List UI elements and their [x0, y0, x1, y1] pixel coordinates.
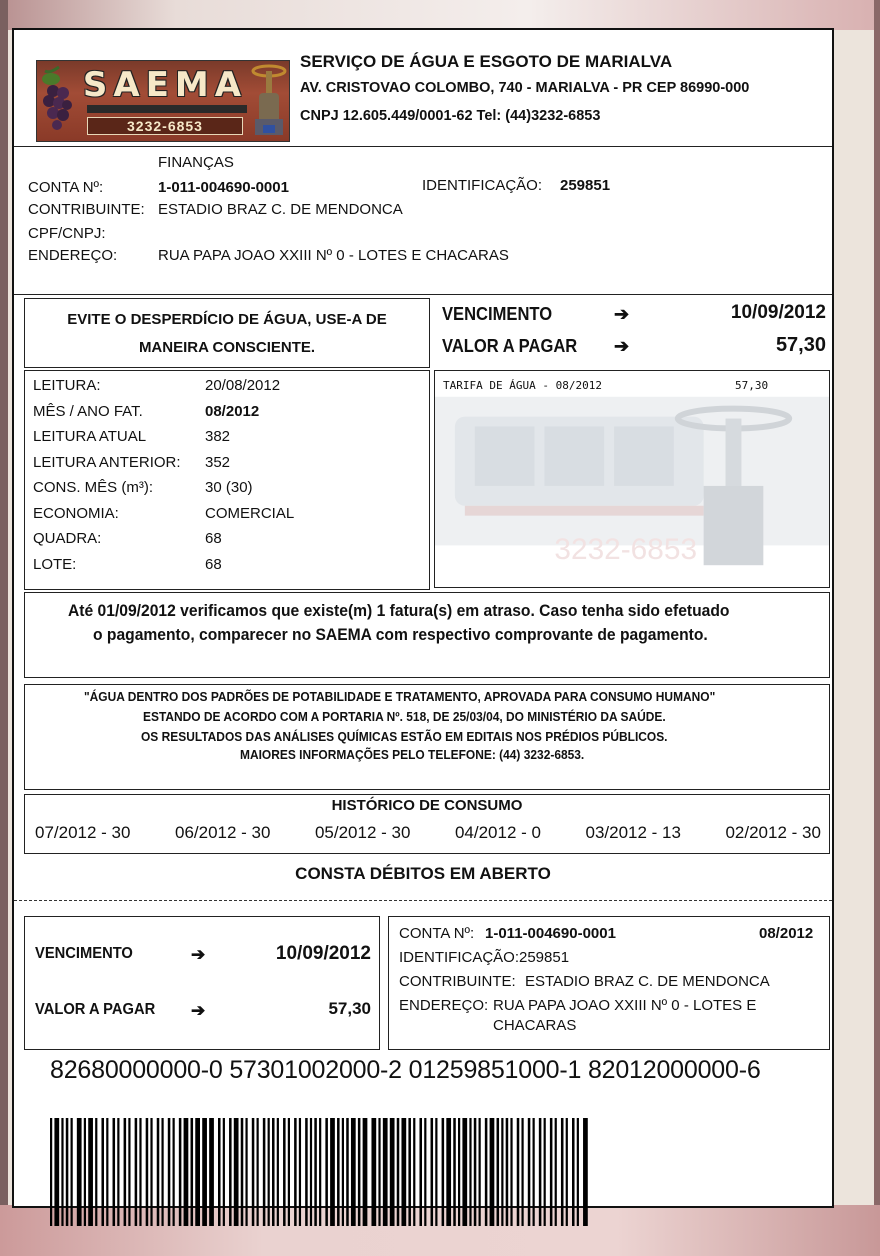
barcode-bar [577, 1118, 579, 1226]
notice-line-1: EVITE O DESPERDÍCIO DE ÁGUA, USE-A DE [67, 311, 387, 328]
barcode-bar [474, 1118, 477, 1226]
reading-label: LEITURA ANTERIOR: [33, 453, 181, 471]
barcode-bar [383, 1118, 388, 1226]
identificacao-value: 259851 [560, 177, 611, 194]
barcode-bar [521, 1118, 523, 1226]
barcode-bar [469, 1118, 471, 1226]
conta-number: 1-011-004690-0001 [158, 179, 289, 196]
barcode-bar [84, 1118, 86, 1226]
barcode-bar [555, 1118, 557, 1226]
barcode-bar [435, 1118, 437, 1226]
reading-value: 382 [205, 428, 231, 445]
overdue-line-1: Até 01/09/2012 verificamos que existe(m) 1 fatura(s) em atraso. Caso tenha sido efetuado [67, 601, 729, 620]
barcode-bar [252, 1118, 255, 1226]
stub-vencimento-label: VENCIMENTO [35, 945, 133, 962]
history-list [35, 823, 821, 843]
barcode-bar [139, 1118, 141, 1226]
reading-label: LEITURA ATUAL [33, 428, 147, 445]
barcode-bar [245, 1118, 247, 1226]
reading-label: ECONOMIA: [33, 504, 119, 522]
barcode-bar [346, 1118, 349, 1226]
barcode-bar [283, 1118, 286, 1226]
barcode-bar [229, 1118, 232, 1226]
barcode-bar [342, 1118, 344, 1226]
divider [14, 294, 832, 295]
barcode-bar [124, 1118, 127, 1226]
saema-logo [36, 60, 290, 142]
barcode-bar [277, 1118, 279, 1226]
conta-label: CONTA Nº: [28, 179, 104, 196]
barcode-bar [533, 1118, 535, 1226]
divider [14, 146, 832, 147]
section-label: FINANÇAS [158, 154, 234, 171]
grapes-icon [39, 65, 79, 137]
reading-value: 20/08/2012 [205, 377, 281, 394]
stub-endereco-value: RUA PAPA JOAO XXIII Nº 0 - LOTES E [493, 997, 757, 1014]
cpf-label: CPF/CNPJ: [28, 225, 106, 242]
barcode-bar [550, 1118, 553, 1226]
barcode-bar [272, 1118, 275, 1226]
barcode-bar [528, 1118, 531, 1226]
barcode-bar [431, 1118, 434, 1226]
cut-line [14, 900, 832, 901]
barcode-bar [195, 1118, 200, 1226]
barcode-bar [510, 1118, 512, 1226]
stub-contribuinte-label: CONTRIBUINTE: [399, 973, 516, 990]
logo-wordmark: SAEMA [82, 65, 248, 105]
valve-icon [251, 63, 287, 139]
notice-box [24, 298, 430, 368]
reading-label: MÊS / ANO FAT. [33, 402, 143, 420]
barcode-bar [458, 1118, 460, 1226]
arrow-right-icon: ➔ [614, 304, 630, 324]
barcode-bar [305, 1118, 308, 1226]
barcode-bar [506, 1118, 509, 1226]
history-item: 04/2012 - 0 [454, 823, 541, 842]
reading-value: 08/2012 [205, 402, 260, 420]
barcode-bar [77, 1118, 82, 1226]
barcode-bar [241, 1118, 244, 1226]
stub-reference: 08/2012 [759, 925, 814, 942]
reading-value: 68 [205, 555, 222, 573]
barcode-bar [157, 1118, 160, 1226]
barcode-bar [485, 1118, 488, 1226]
quality-box [24, 684, 830, 790]
barcode-bar [446, 1118, 451, 1226]
barcode-bar [363, 1118, 368, 1226]
stub-conta-label: CONTA Nº: [399, 925, 475, 942]
barcode-bar [371, 1118, 376, 1226]
history-title: HISTÓRICO DE CONSUMO [331, 797, 523, 814]
history-item: 02/2012 - 30 [725, 823, 821, 842]
history-item: 06/2012 - 30 [174, 823, 271, 842]
quality-line-1: "ÁGUA DENTRO DOS PADRÕES DE POTABILIDADE E TRATAMENTO, APROVADA PARA CONSUMO HUMANO" [83, 689, 716, 704]
quality-line-2: ESTANDO DE ACORDO COM A PORTARIA Nº. 518, DE 25/03/04, DO MINISTÉRIO DA SAÚDE. [142, 709, 666, 724]
barcode-bar [378, 1118, 380, 1226]
history-item: 03/2012 - 13 [585, 823, 681, 842]
barcode-bar [146, 1118, 149, 1226]
barcode-digits: 82680000000-0 57301002000-2 01259851000-1 82012000000-6 [50, 1056, 761, 1084]
barcode-bar [351, 1118, 356, 1226]
contribuinte-value: ESTADIO BRAZ C. DE MENDONCA [158, 201, 403, 218]
barcode-bar [442, 1118, 445, 1226]
barcode-bar [453, 1118, 456, 1226]
arrow-right-icon: ➔ [191, 945, 206, 964]
company-cnpj-phone: CNPJ 12.605.449/0001-62 Tel: (44)3232-6853 [300, 108, 601, 124]
scan-border-right [874, 0, 880, 1256]
barcode-bar [234, 1118, 239, 1226]
vencimento-date: 10/09/2012 [730, 302, 826, 323]
reading-value: COMERCIAL [205, 504, 295, 522]
debts-title: CONSTA DÉBITOS EM ABERTO [295, 864, 551, 883]
barcode-bar [401, 1118, 406, 1226]
stub-endereco-value-2: CHACARAS [493, 1017, 577, 1034]
quality-line-4: MAIORES INFORMAÇÕES PELO TELEFONE: (44) 3232-6853. [239, 747, 585, 762]
stub-contribuinte-value: ESTADIO BRAZ C. DE MENDONCA [525, 973, 770, 990]
watermark-image [435, 371, 829, 587]
arrow-right-icon: ➔ [614, 336, 630, 356]
barcode-bar [419, 1118, 422, 1226]
barcode-bar [310, 1118, 312, 1226]
barcode-bar [150, 1118, 152, 1226]
barcode-bar [71, 1118, 73, 1226]
barcode-bar [223, 1118, 225, 1226]
stub-valor-amount: 57,30 [328, 999, 371, 1018]
reading-label: CONS. MÊS (m³): [33, 479, 153, 496]
stub-account-box [388, 916, 830, 1050]
barcode-bar [106, 1118, 108, 1226]
scan-border-left [0, 0, 8, 1256]
identificacao-label: IDENTIFICAÇÃO: [422, 177, 543, 194]
endereco-label: ENDEREÇO: [28, 247, 118, 264]
stub-valor-label: VALOR A PAGAR [35, 1001, 156, 1018]
barcode-bar [539, 1118, 542, 1226]
valor-amount: 57,30 [775, 334, 826, 356]
barcode-bar [101, 1118, 104, 1226]
barcode-bar [202, 1118, 207, 1226]
reading-value: 68 [205, 530, 222, 547]
stub-conta-number: 1-011-004690-0001 [485, 925, 616, 942]
barcode-bar [358, 1118, 361, 1226]
barcode-bar [184, 1118, 189, 1226]
barcode-bar [66, 1118, 69, 1226]
water-bill [12, 28, 834, 1208]
barcode-bar [191, 1118, 194, 1226]
barcode-bar [128, 1118, 130, 1226]
barcode-bar [135, 1118, 138, 1226]
barcode-bar [179, 1118, 182, 1226]
stub-vencimento-date: 10/09/2012 [275, 943, 371, 964]
overdue-box [24, 592, 830, 678]
arrow-right-icon: ➔ [191, 1001, 206, 1020]
barcode-bar [288, 1118, 290, 1226]
barcode-bar [462, 1118, 467, 1226]
barcode-bar [263, 1118, 266, 1226]
barcode-bar [299, 1118, 301, 1226]
charge-amount: 57,30 [735, 379, 769, 392]
barcode-bar [268, 1118, 270, 1226]
reading-label: LEITURA: [33, 377, 101, 394]
stub-identificacao-value: 259851 [519, 949, 570, 966]
barcode-bar [95, 1118, 97, 1226]
quality-line-3: OS RESULTADOS DAS ANÁLISES QUÍMICAS ESTÃO EM EDITAIS NOS PRÉDIOS PÚBLICOS. [140, 729, 668, 744]
notice-line-2: MANEIRA CONSCIENTE. [138, 339, 316, 356]
barcode-bar [325, 1118, 328, 1226]
endereco-value: RUA PAPA JOAO XXIII Nº 0 - LOTES E CHACARAS [158, 247, 509, 264]
logo-tagline-bar [87, 105, 247, 113]
barcode-bar [294, 1118, 297, 1226]
barcode-bar [413, 1118, 415, 1226]
barcode-bar [168, 1118, 171, 1226]
barcode-bar [424, 1118, 426, 1226]
reading-label: LOTE: [33, 555, 77, 573]
barcode-bar [54, 1118, 59, 1226]
barcode-bar [408, 1118, 411, 1226]
barcode-bar [113, 1118, 116, 1226]
barcode-bar [161, 1118, 163, 1226]
logo-phone: 3232-6853 [87, 117, 243, 135]
contribuinte-label: CONTRIBUINTE: [28, 201, 145, 218]
stub-payment-box [24, 916, 380, 1050]
barcode-bar [173, 1118, 175, 1226]
barcode-bar [517, 1118, 520, 1226]
barcode-bar [50, 1118, 52, 1226]
barcode-bar [397, 1118, 400, 1226]
barcode-bar [88, 1118, 93, 1226]
barcode-bar [314, 1118, 317, 1226]
reading-box [24, 370, 430, 590]
barcode-bar [61, 1118, 63, 1226]
barcode-bar [572, 1118, 575, 1226]
reading-label: QUADRA: [33, 530, 102, 547]
reading-value: 30 (30) [205, 479, 253, 496]
barcode-bar [257, 1118, 259, 1226]
barcode-bar [566, 1118, 568, 1226]
barcode-bar [544, 1118, 546, 1226]
company-name: SERVIÇO DE ÁGUA E ESGOTO DE MARIALVA [300, 52, 673, 71]
charges-box [434, 370, 830, 588]
barcode-bar [117, 1118, 119, 1226]
history-item: 05/2012 - 30 [314, 823, 411, 842]
history-item: 07/2012 - 30 [35, 823, 131, 842]
company-address: AV. CRISTOVAO COLOMBO, 740 - MARIALVA - PR CEP 86990-000 [300, 80, 750, 96]
barcode [50, 1118, 590, 1226]
svg-text:3232-6853: 3232-6853 [554, 533, 698, 567]
barcode-bar [501, 1118, 503, 1226]
barcode-bar [319, 1118, 321, 1226]
barcode-bar [497, 1118, 500, 1226]
stub-endereco-label: ENDEREÇO: [399, 997, 489, 1014]
charge-item: TARIFA DE ÁGUA - 08/2012 [443, 379, 602, 392]
barcode-bar [583, 1118, 588, 1226]
barcode-bar [479, 1118, 481, 1226]
valor-label: VALOR A PAGAR [442, 336, 578, 356]
barcode-bar [330, 1118, 335, 1226]
barcode-bar [390, 1118, 395, 1226]
reading-value: 352 [205, 453, 231, 471]
barcode-bar [490, 1118, 495, 1226]
stub-identificacao-label: IDENTIFICAÇÃO: [399, 949, 520, 966]
barcode-bar [209, 1118, 214, 1226]
scan-border-top [0, 0, 880, 30]
barcode-bar [561, 1118, 564, 1226]
history-box [24, 794, 830, 854]
barcode-bar [337, 1118, 340, 1226]
vencimento-label: VENCIMENTO [442, 304, 553, 324]
overdue-line-2: o pagamento, comparecer no SAEMA com respectivo comprovante de pagamento. [92, 625, 708, 644]
barcode-bar [218, 1118, 221, 1226]
